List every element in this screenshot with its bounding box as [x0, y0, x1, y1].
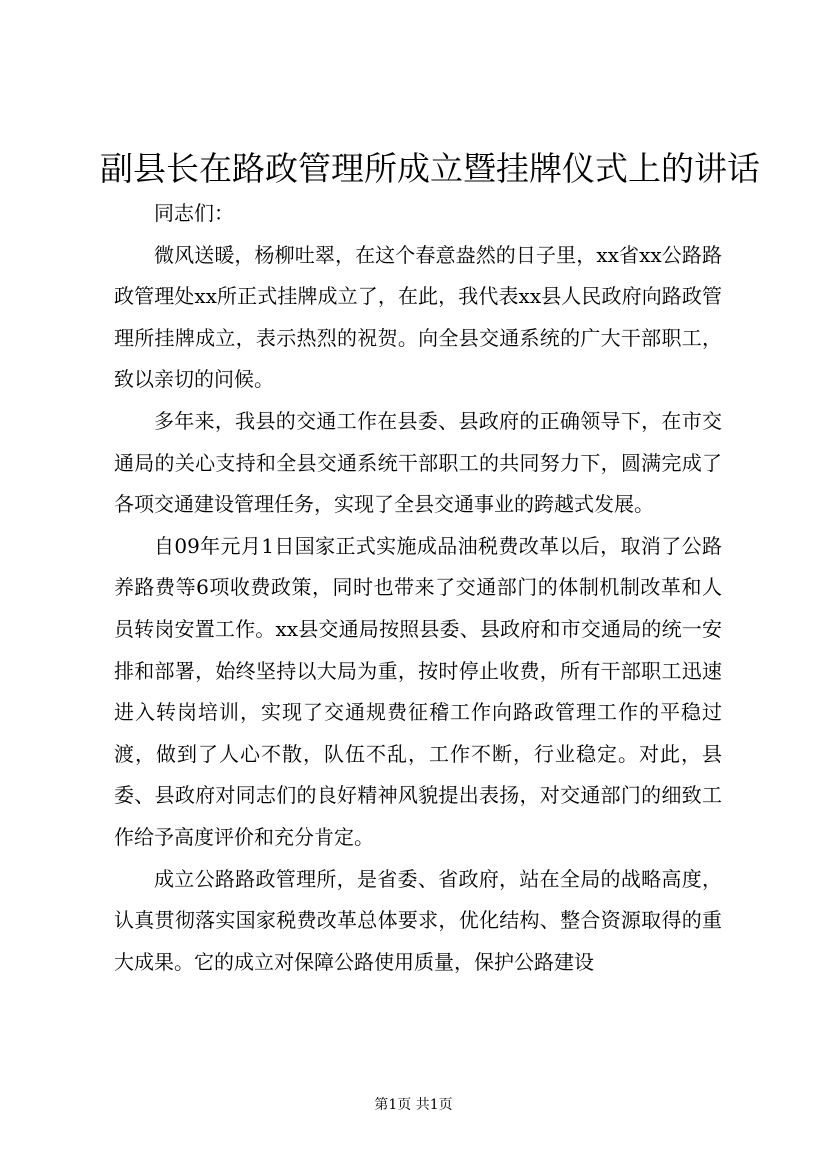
paragraph: 自09年元月1日国家正式实施成品油税费改革以后，取消了公路养路费等6项收费政策，同时也带来了交通部门的体制机制改革和人员转岗安置工作。xx县交通局按照县委、县政府和市交通局的统一安排和部署，始终坚持以大局为重，按时停止收费，所有干部职工迅速进入转岗培训，实现了交通规费征稽工作向路政管理工作的平稳过渡，做到了人心不散，队伍不乱，工作不断，行业稳定。对此，县委、县政府对同志们的良好精神风貌提出表扬，对交通部门的细致工作给予高度评价和充分肯定。 [114, 533, 722, 849]
page-footer: 第1页 共1页 [374, 1097, 453, 1113]
paragraph: 多年来，我县的交通工作在县委、县政府的正确领导下，在市交通局的关心支持和全县交通系统干部职工的共同努力下，圆满完成了各项交通建设管理任务，实现了全县交通事业的跨越式发展。 [114, 408, 722, 517]
paragraph: 成立公路路政管理所，是省委、省政府，站在全局的战略高度，认真贯彻落实国家税费改革总体要求，优化结构、整合资源取得的重大成果。它的成立对保障公路使用质量，保护公路建设 [114, 866, 722, 974]
paragraph: 微风送暖，杨柳吐翠，在这个春意盎然的日子里，xx省xx公路路政管理处xx所正式挂牌成立了，在此，我代表xx县人民政府向路政管理所挂牌成立，表示热烈的祝贺。向全县交通系统的广大干部职工，致以亲切的问候。 [114, 242, 722, 392]
document-title: 副县长在路政管理所成立暨挂牌仪式上的讲话 [100, 149, 760, 188]
salutation: 同志们： [154, 201, 234, 225]
document-body [114, 193, 722, 983]
